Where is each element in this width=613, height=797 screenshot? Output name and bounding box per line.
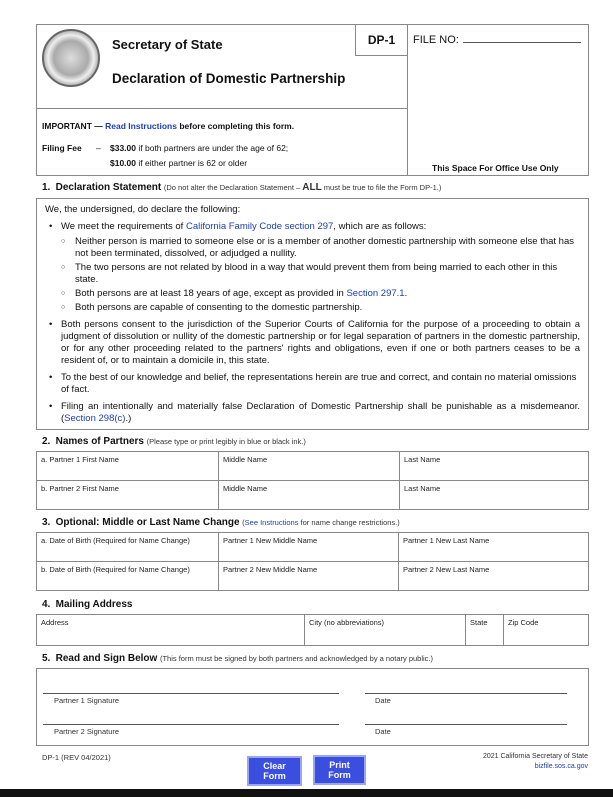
s2-num: 2. [42,436,51,447]
s3-title: Optional: Middle or Last Name Change [55,517,240,528]
partner-names-table [36,451,589,510]
s2-title: Names of Partners [55,436,144,447]
s5-num: 5. [42,653,51,664]
s2-note: (Please type or print legibly in blue or black ink.) [146,437,306,446]
section-298c-link[interactable]: Section 298(c) [64,413,126,424]
list-item: ○ Both persons are capable of consenting to the domestic partnership. [45,302,580,314]
partner2-new-last-name-field[interactable]: Partner 2 New Last Name [399,562,589,591]
fee-label: Filing Fee [42,143,82,153]
form-id: DP-1 [355,24,408,56]
s1-note-end: must be true to file the Form DP-1.) [321,183,442,192]
date1-line[interactable] [365,693,567,694]
fee1-text: if both partners are under the age of 62; [138,143,289,153]
section-4-heading [42,599,133,610]
date2-line[interactable] [365,724,567,725]
zip-code-field[interactable]: Zip Code [504,615,589,646]
fee-1 [110,143,288,153]
page-title: Declaration of Domestic Partnership [112,71,346,86]
mailing-address-table [36,614,589,646]
s1-num: 1. [42,182,51,193]
partner1-middle-name-field[interactable]: Middle Name [219,452,400,481]
date2-label: Date [375,727,391,736]
s4-title: Mailing Address [55,599,133,610]
fee1-amount: $33.00 [110,143,136,153]
partner2-dob-field[interactable]: b. Date of Birth (Required for Name Change) [37,562,219,591]
declaration-intro: We, the undersigned, do declare the following: [45,204,241,215]
divider [36,108,407,109]
section-1-heading [42,182,441,193]
b1-end: , which are as follows: [333,221,427,232]
print-form-button[interactable]: Print Form [313,755,366,785]
state-seal-icon [42,29,100,87]
b4-text: Filing an intentionally and materially false Declaration of Domestic Partnership shall be punishable as a misdemeanor. ( [61,401,580,424]
list-item: ○ The two persons are not related by blood in a way that would prevent them from being married to each other in this state. [45,262,580,286]
partner1-new-last-name-field[interactable]: Partner 1 New Last Name [399,533,589,562]
clear-form-button[interactable]: Clear Form [247,756,302,786]
partner1-signature-label: Partner 1 Signature [54,696,120,705]
s4-num: 4. [42,599,51,610]
list-item: • Both persons consent to the jurisdiction of the Superior Courts of California for the purpose of a proceeding to obtain a judgment of dissolution or nullity of the domestic partnership or for legal separation of partners in the domestic partnership, or for any other proceeding related to the partners' rights and obligations, even if one or both partners ceases to be a resident of, or to maintain a domicile in, this state. [45,319,580,367]
important-label: IMPORTANT — [42,121,103,131]
s3-num: 3. [42,517,51,528]
partner1-dob-field[interactable]: a. Date of Birth (Required for Name Change) [37,533,219,562]
s5-title: Read and Sign Below [55,653,158,664]
section-297-1-link[interactable]: Section 297.1 [346,288,405,299]
declaration-box [36,198,589,430]
s1-title: Declaration Statement [55,182,162,193]
fee2-amount: $10.00 [110,158,136,168]
family-code-297-link[interactable]: California Family Code section 297 [185,221,334,232]
s1-note: (Do not alter the Declaration Statement – [163,183,303,192]
partner2-signature-label: Partner 2 Signature [54,727,120,736]
name-change-table [36,532,589,591]
partner1-signature-line[interactable] [43,693,339,694]
partner1-new-middle-name-field[interactable]: Partner 1 New Middle Name [219,533,399,562]
partner2-signature-line[interactable] [43,724,339,725]
s1-note-all: ALL [302,182,322,193]
section-3-heading [42,517,400,528]
s5-note: (This form must be signed by both partners and acknowledged by a notary public.) [159,654,434,663]
section-2-heading [42,436,306,447]
list-item [45,401,580,425]
partner1-first-name-field[interactable]: a. Partner 1 First Name [37,452,219,481]
website-link[interactable]: bizfile.sos.ca.gov [534,763,588,770]
read-instructions-link[interactable]: Read Instructions [105,121,177,131]
address-field[interactable]: Address [37,615,305,646]
s3-note-end: for name change restrictions.) [298,518,400,527]
see-instructions-link[interactable]: See Instructions [244,518,299,527]
city-field[interactable]: City (no abbreviations) [305,615,466,646]
sub3-end: . [404,288,408,299]
fee-dash: – [96,143,101,153]
b4-end: .) [125,413,132,424]
file-no [413,34,581,46]
section-5-heading [42,653,433,664]
agency-name: Secretary of State [112,37,223,52]
file-no-label: FILE NO: [413,34,459,46]
partner2-last-name-field[interactable]: Last Name [400,481,589,510]
state-field[interactable]: State [466,615,504,646]
date1-label: Date [375,696,391,705]
copyright: 2021 California Secretary of State [482,753,588,760]
partner1-last-name-field[interactable]: Last Name [400,452,589,481]
fee2-text: if either partner is 62 or older [138,158,248,168]
office-use-label: This Space For Office Use Only [432,163,559,173]
important-note [42,121,294,131]
s3-note: ( [242,518,245,527]
partner2-new-middle-name-field[interactable]: Partner 2 New Middle Name [219,562,399,591]
sub3-text: Both persons are at least 18 years of age, except as provided in [75,288,347,299]
partner2-middle-name-field[interactable]: Middle Name [219,481,400,510]
form-revision: DP-1 (REV 04/2021) [42,753,111,762]
partner2-first-name-field[interactable]: b. Partner 2 First Name [37,481,219,510]
list-item: • To the best of our knowledge and belief, the representations herein are true and correct, and contain no material omissions of fact. [45,372,580,396]
list-item [45,221,580,233]
list-item [45,288,580,300]
bottom-bar [0,789,613,797]
list-item: ○ Neither person is married to someone else or is a member of another domestic partnership with someone else that has not been terminated, dissolved, or adjudged a nullity. [45,236,580,260]
b1-text: We meet the requirements of [61,221,186,232]
fee-2 [110,158,247,168]
important-rest: before completing this form. [179,121,295,131]
